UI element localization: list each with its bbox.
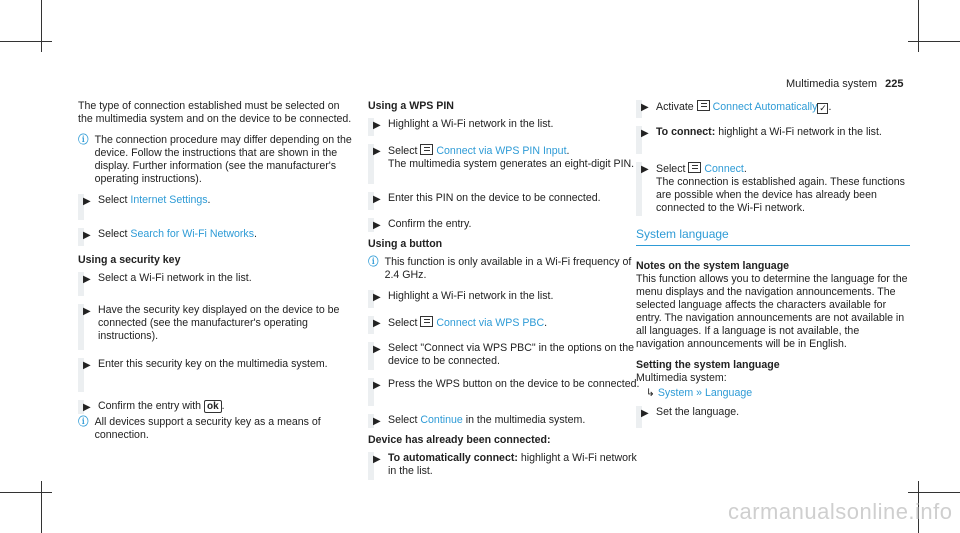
step <box>78 272 352 296</box>
step-text: Have the security key displayed on the device to be connected (see the manufacturer's operating instructions). <box>98 304 340 342</box>
column-3 <box>636 100 910 436</box>
step-text: . <box>544 317 548 329</box>
step <box>636 406 910 428</box>
step-text: Enter this PIN on the device to be connected. <box>388 192 601 204</box>
heading-security-key: Using a security key <box>78 254 181 266</box>
step-text: Confirm the entry. <box>388 218 472 230</box>
arrow-icon: ▶ <box>641 164 649 175</box>
info-note <box>368 256 642 290</box>
step <box>368 452 642 480</box>
continue-link[interactable]: Continue <box>420 414 463 426</box>
step-text: . <box>254 228 257 240</box>
crop-mark <box>918 0 919 52</box>
crop-mark <box>908 492 960 493</box>
menu-icon <box>420 144 433 155</box>
step <box>78 400 352 414</box>
page-header <box>786 78 903 91</box>
menu-icon <box>697 100 710 111</box>
step <box>368 378 642 406</box>
search-networks-link[interactable]: Search for Wi-Fi Networks <box>130 228 255 240</box>
notes-text: This function allows you to determine the language for the menu displays and the navigation announcements. The selected language affects the characters available for entry. The navigation announcements are not available in all languages. If a language is not available, the navigation announcements will be in English. <box>636 273 908 350</box>
watermark: carmanualsonline.info <box>728 499 953 524</box>
step <box>368 144 642 184</box>
column-1 <box>78 100 352 450</box>
step-text: Highlight a Wi-Fi network in the list. <box>388 118 554 130</box>
step-text: Activate <box>656 101 697 113</box>
step <box>368 342 642 370</box>
info-note <box>78 134 352 194</box>
step <box>368 414 642 428</box>
arrow-icon: ▶ <box>373 318 381 329</box>
step <box>78 194 352 220</box>
step-text: Set the language. <box>656 406 740 418</box>
crop-mark <box>908 41 960 42</box>
arrow-icon: ▶ <box>373 292 381 303</box>
step <box>78 304 352 350</box>
step-text: . <box>743 163 747 175</box>
ok-button-icon: ok <box>204 400 222 413</box>
crop-mark <box>0 492 52 493</box>
arrow-icon: ▶ <box>83 196 91 207</box>
connect-link[interactable]: Connect <box>704 163 744 175</box>
note-text: All devices support a security key as a means of connection. <box>94 416 321 441</box>
arrow-icon: ▶ <box>373 146 381 157</box>
section-title: System language <box>636 228 910 246</box>
internet-settings-link[interactable]: Internet Settings <box>130 194 208 206</box>
step-text: highlight a Wi-Fi network in the list. <box>388 452 637 477</box>
step <box>368 290 642 308</box>
step-text: Select <box>98 194 131 206</box>
heading-connected: Device has already been connected: <box>368 434 551 446</box>
arrow-icon: ▶ <box>641 408 649 419</box>
column-2 <box>368 100 642 488</box>
header-section: Multimedia system <box>786 78 878 90</box>
step-text: . <box>221 400 225 412</box>
step-text: Select <box>388 145 421 157</box>
step-text: Highlight a Wi-Fi network in the list. <box>388 290 554 302</box>
crop-mark <box>41 0 42 52</box>
heading-notes: Notes on the system language <box>636 260 790 272</box>
step-text: Select <box>98 228 131 240</box>
note-text: The connection procedure may differ depending on the device. Follow the instructions that are shown in the display. Further information (see the manufacturer's operating instructions). <box>94 134 352 185</box>
arrow-icon: ▶ <box>83 274 91 285</box>
step <box>78 228 352 246</box>
step <box>368 316 642 334</box>
menu-icon <box>688 162 701 173</box>
step-text: Enter this security key on the multimedia system. <box>98 358 328 370</box>
step-text: Select "Connect via WPS PBC" in the options on the device to be connected. <box>388 342 635 367</box>
arrow-icon: ▶ <box>373 194 381 205</box>
step-text: . <box>566 145 570 157</box>
crop-mark <box>0 41 52 42</box>
step-text: . <box>828 101 832 113</box>
step-text: Select <box>656 163 689 175</box>
step-text: Select a Wi-Fi network in the list. <box>98 272 252 284</box>
menu-icon <box>420 316 433 327</box>
step-desc: The multimedia system generates an eight-digit PIN. <box>388 158 635 170</box>
heading-wps-pin: Using a WPS PIN <box>368 100 454 112</box>
arrow-icon: ▶ <box>373 344 381 355</box>
arrow-icon: ▶ <box>83 306 91 317</box>
step <box>368 192 642 210</box>
arrow-icon: ▶ <box>83 360 91 371</box>
info-icon: ⓘ <box>368 256 379 268</box>
menu-path <box>636 387 910 400</box>
step-text: Select <box>388 414 421 426</box>
note-text: This function is only available in a Wi-Fi frequency of 2.4 GHz. <box>384 256 632 281</box>
arrow-icon: ▶ <box>373 380 381 391</box>
step-text: Press the WPS button on the device to be connected. <box>388 378 640 390</box>
arrow-icon: ▶ <box>373 416 381 427</box>
path-arrow-icon: ↳ <box>646 387 655 399</box>
crop-mark <box>41 481 42 533</box>
wps-pbc-link[interactable]: Connect via WPS PBC <box>436 317 545 329</box>
step <box>78 358 352 392</box>
step-text: Select <box>388 317 421 329</box>
step <box>636 100 910 118</box>
path-language[interactable]: Language <box>704 387 753 399</box>
step-bold: To automatically connect: <box>388 452 518 464</box>
step <box>368 118 642 136</box>
path-chevron-icon: » <box>696 387 703 399</box>
step <box>368 218 642 232</box>
wps-pin-link[interactable]: Connect via WPS PIN Input <box>436 145 567 157</box>
step-text: . <box>207 194 211 206</box>
step-desc: The connection is established again. These functions are possible when the device has already been connected to the Wi-Fi network. <box>656 176 905 214</box>
step-text: Confirm the entry with <box>98 400 204 412</box>
info-note <box>78 416 352 450</box>
arrow-icon: ▶ <box>373 220 381 231</box>
page-number: 225 <box>885 78 904 90</box>
step-bold: To connect: <box>656 126 716 138</box>
step-text: highlight a Wi-Fi network in the list. <box>715 126 882 138</box>
step-text: in the multimedia system. <box>462 414 586 426</box>
connect-automatically-link[interactable]: Connect Automatically <box>712 101 818 113</box>
step <box>636 126 910 154</box>
step <box>636 162 910 216</box>
checkbox-icon: ✓ <box>819 103 827 113</box>
arrow-icon: ▶ <box>373 120 381 131</box>
arrow-icon: ▶ <box>641 102 649 113</box>
arrow-icon: ▶ <box>373 454 381 465</box>
arrow-icon: ▶ <box>83 230 91 241</box>
intro-text: The type of connection established must be selected on the multimedia system and on the device to be connected. <box>78 100 352 125</box>
arrow-icon: ▶ <box>641 128 649 139</box>
path-label: Multimedia system: <box>636 372 727 384</box>
path-system[interactable]: System <box>657 387 694 399</box>
arrow-icon: ▶ <box>83 402 91 413</box>
info-icon: ⓘ <box>78 134 89 146</box>
info-icon: ⓘ <box>78 416 89 428</box>
heading-button: Using a button <box>368 238 443 250</box>
heading-setting: Setting the system language <box>636 359 780 371</box>
